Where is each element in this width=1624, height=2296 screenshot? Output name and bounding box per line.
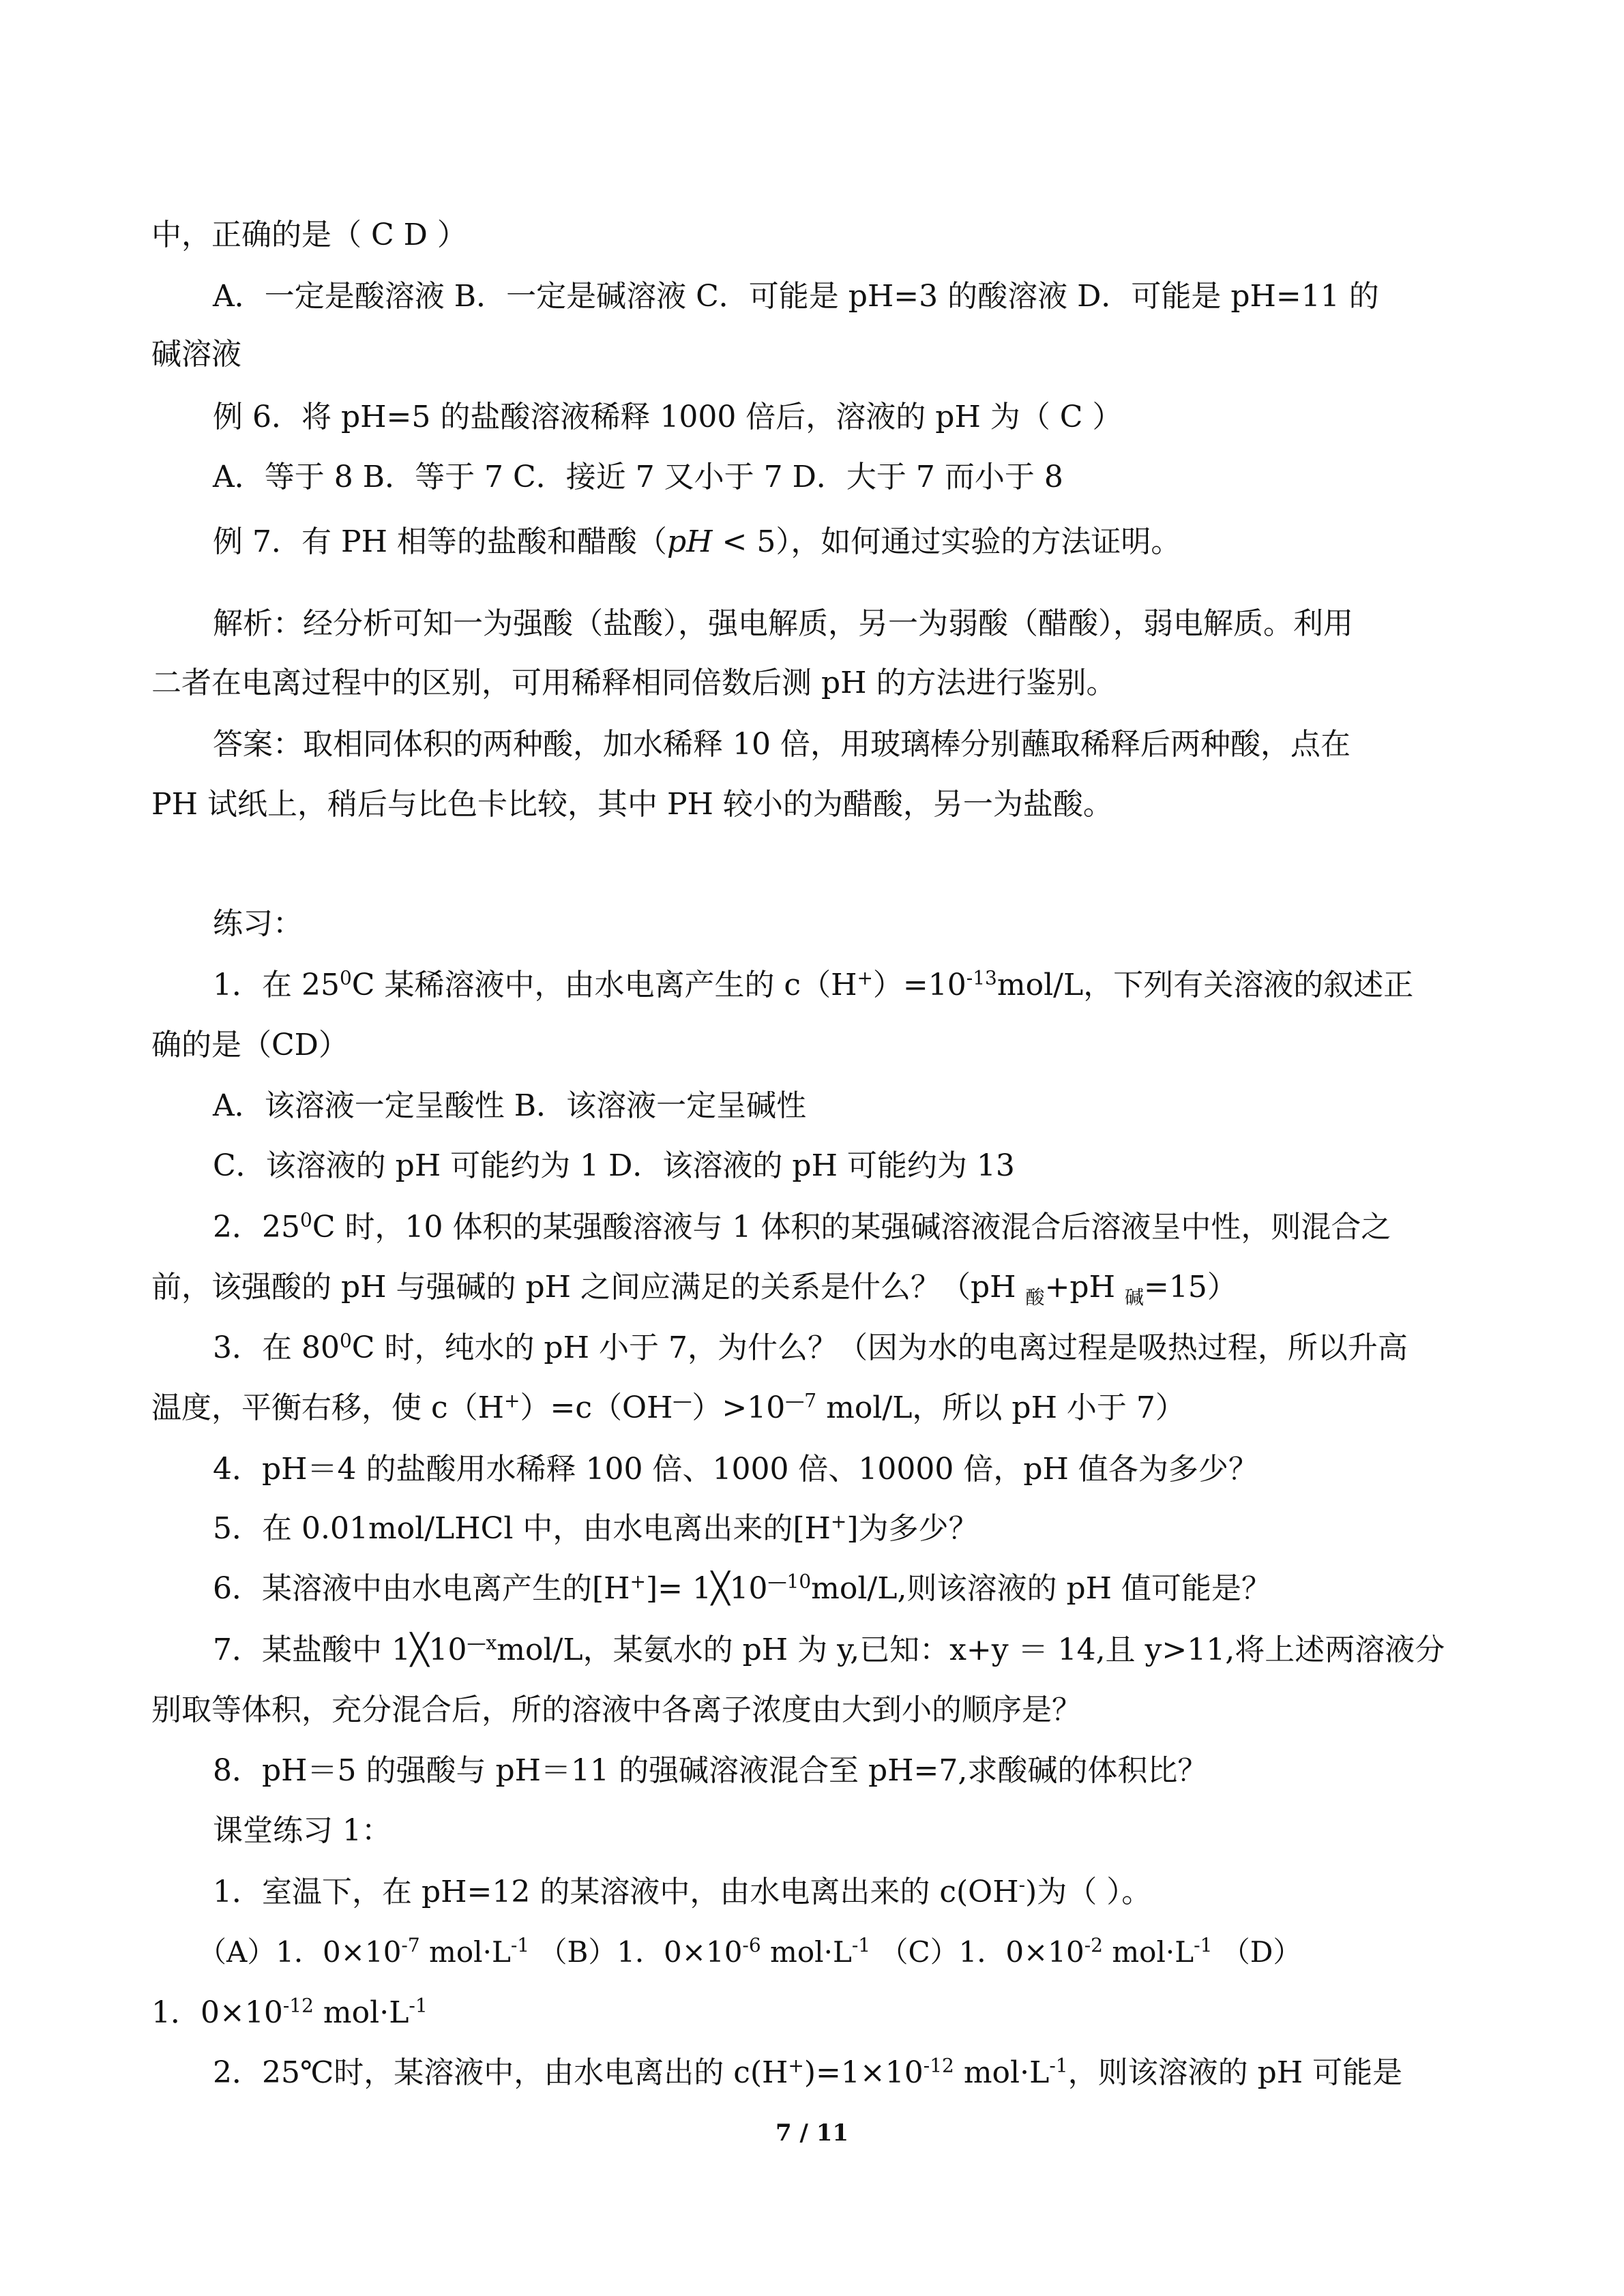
text-run: ]= 1╳10 [646, 1571, 768, 1606]
text-run: ）>10 [692, 1390, 786, 1425]
superscript: —10 [767, 1570, 812, 1593]
text-run: 3．在 80 [213, 1330, 340, 1365]
text-line: PH 试纸上，稍后与比色卡比较，其中 PH 较小的为醋酸，另一为盐酸。 [151, 787, 1113, 822]
text-line [151, 1993, 1488, 2033]
superscript: — [673, 1389, 692, 1412]
text-run: )=1×10 [803, 2055, 924, 2090]
superscript: - [1018, 1873, 1026, 1896]
superscript: + [857, 966, 873, 989]
text-line: C．该溶液的 pH 可能约为 1 D．该溶液的 pH 可能约为 13 [213, 1148, 1015, 1183]
superscript: 0 [339, 966, 352, 989]
superscript: + [788, 2054, 804, 2077]
text-line [213, 1872, 1488, 1913]
text-run: 7．某盐酸中 1╳10 [213, 1632, 467, 1667]
text-run: 1．0×10 [151, 1995, 283, 2030]
text-run: C 时，纯水的 pH 小于 7，为什么？（因为水的电离过程是吸热过程，所以升高 [351, 1330, 1408, 1365]
text-line: A．等于 8 B．等于 7 C．接近 7 又小于 7 D．大于 7 而小于 8 [213, 460, 1063, 494]
text-run: （C）1．0×10 [870, 1935, 1084, 1969]
text-run: mol·L [954, 2055, 1050, 2090]
text-run: 1．在 25 [213, 968, 340, 1002]
text-line: A．一定是酸溶液 B．一定是碱溶液 C．可能是 pH=3 的酸溶液 D．可能是 pH=11 的 [213, 279, 1379, 314]
text-run: mol·L [1102, 1935, 1194, 1969]
text-run: 前，该强酸的 pH 与强碱的 pH 之间应满足的关系是什么？（pH [151, 1270, 1026, 1304]
page-number: 7 / 11 [775, 2119, 849, 2147]
text-run: mol·L [761, 1935, 852, 1969]
superscript: -12 [282, 1994, 314, 2017]
text-line: 确的是（CD） [151, 1028, 349, 1062]
superscript: 0 [299, 1208, 312, 1232]
text-line [213, 965, 1488, 1006]
text-run: ），如何通过实验的方法证明。 [776, 524, 1181, 559]
text-run: （B）1．0×10 [529, 1935, 743, 1969]
text-line [213, 522, 1488, 563]
superscript: -13 [966, 966, 997, 989]
text-line: 碱溶液 [151, 337, 241, 372]
text-run: mol·L [419, 1935, 511, 1969]
superscript: 0 [339, 1329, 352, 1352]
text-line [198, 1932, 1488, 1973]
text-run: mol/L，所以 pH 小于 7） [816, 1390, 1185, 1425]
text-run: )为（ ）。 [1025, 1875, 1152, 1909]
subscript: 酸 [1025, 1285, 1045, 1309]
text-run: （D） [1212, 1935, 1302, 1969]
text-run: C 某稀溶液中，由水电离产生的 c（H [351, 968, 857, 1002]
text-line [213, 1328, 1488, 1369]
text-line [151, 1388, 1488, 1429]
superscript: + [630, 1570, 646, 1593]
superscript: —7 [785, 1389, 817, 1412]
text-run: （A）1．0×10 [198, 1935, 402, 1969]
superscript: —x [467, 1631, 497, 1654]
superscript: -1 [851, 1934, 871, 1956]
superscript: -7 [401, 1934, 420, 1956]
superscript: -12 [923, 2054, 954, 2077]
text-run: 2．25℃时，某溶液中，由水电离出的 c(H [213, 2055, 788, 2090]
text-line: 答案：取相同体积的两种酸，加水稀释 10 倍，用玻璃棒分别蘸取稀释后两种酸，点在 [213, 727, 1350, 762]
text-run: ，则该溶液的 pH 可能是 [1067, 2055, 1403, 2090]
text-line [151, 1267, 1488, 1308]
subscript: 碱 [1124, 1285, 1144, 1309]
text-line: 例 6．将 pH=5 的盐酸溶液稀释 1000 倍后，溶液的 pH 为（ C ） [213, 400, 1123, 434]
superscript: -2 [1084, 1934, 1103, 1956]
superscript: + [830, 1510, 847, 1533]
text-run: mol·L [313, 1995, 409, 2030]
text-line [213, 1630, 1488, 1671]
text-line [213, 1568, 1488, 1609]
text-run: 例 7．有 PH 相等的盐酸和醋酸（ [213, 524, 667, 559]
text-line [213, 2053, 1488, 2093]
superscript: -1 [1049, 2054, 1068, 2077]
text-line: 别取等体积，充分混合后，所的溶液中各离子浓度由大到小的顺序是？ [151, 1693, 1082, 1727]
text-run: mol/L，某氨水的 pH 为 y,已知：x+y ＝ 14,且 y>11,将上述两溶液分 [497, 1632, 1445, 1667]
text-line: 8．pH＝5 的强酸与 pH＝11 的强碱溶液混合至 pH=7,求酸碱的体积比？ [213, 1753, 1208, 1788]
text-run: 2．25 [213, 1210, 300, 1244]
section-heading: 课堂练习 1： [213, 1813, 392, 1848]
text-run: ）=10 [872, 968, 966, 1002]
text-line [213, 1508, 1488, 1549]
superscript: -1 [409, 1994, 428, 2017]
text-run: mol/L,则该溶液的 pH 值可能是？ [811, 1571, 1271, 1606]
text-run: 5．在 0.01mol/LHCl 中，由水电离出来的[H [213, 1511, 831, 1546]
text-run: mol/L，下列有关溶液的叙述正 [996, 968, 1414, 1002]
formula-ph: pH [666, 524, 713, 559]
text-run: ）=c（OH [520, 1390, 673, 1425]
text-line: A．该溶液一定呈酸性 B．该溶液一定呈碱性 [213, 1088, 807, 1123]
text-run: =15） [1143, 1270, 1237, 1304]
formula-lt5: < 5 [712, 524, 776, 559]
section-heading: 练习： [213, 906, 303, 941]
superscript: -6 [742, 1934, 761, 1956]
superscript: -1 [1194, 1934, 1213, 1956]
superscript: + [504, 1389, 520, 1412]
text-line: 中，正确的是（ C D ） [151, 218, 467, 252]
text-run: 温度，平衡右移，使 c（H [151, 1390, 504, 1425]
text-run: 6．某溶液中由水电离产生的[H [213, 1571, 630, 1606]
text-line: 4．pH＝4 的盐酸用水稀释 100 倍、1000 倍、10000 倍，pH 值各为多少？ [213, 1452, 1258, 1487]
text-run: 1．室温下，在 pH=12 的某溶液中，由水电离出来的 c(OH [213, 1875, 1019, 1909]
text-run: C 时，10 体积的某强酸溶液与 1 体积的某强碱溶液混合后溶液呈中性，则混合之 [312, 1210, 1391, 1244]
text-line: 二者在电离过程中的区别，可用稀释相同倍数后测 pH 的方法进行鉴别。 [151, 666, 1117, 700]
superscript: -1 [510, 1934, 530, 1956]
text-run: +pH [1044, 1270, 1125, 1304]
text-run: ]为多少？ [846, 1511, 979, 1546]
text-line [213, 1207, 1488, 1248]
text-line: 解析：经分析可知一为强酸（盐酸），强电解质，另一为弱酸（醋酸），弱电解质。利用 [213, 606, 1353, 641]
